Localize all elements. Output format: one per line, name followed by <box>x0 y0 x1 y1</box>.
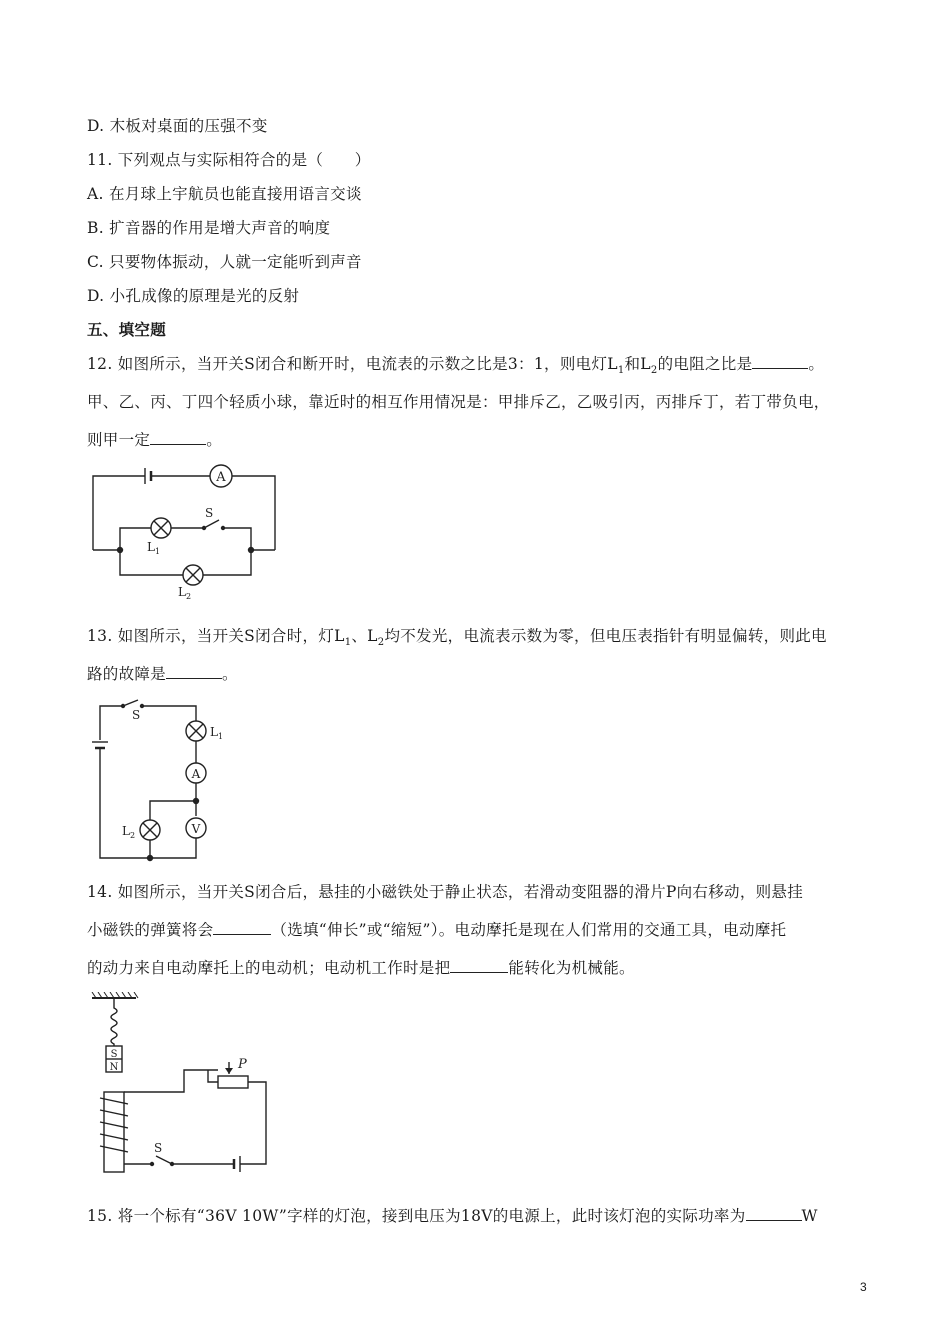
q14-text-a: 小磁铁的弹簧将会 <box>87 921 214 939</box>
lamp2-label-q13: $L_2$ <box>122 824 136 840</box>
ammeter-label-q12: A <box>216 470 226 485</box>
option-b-q11: B. 扩音器的作用是增大声音的响度 <box>87 219 331 237</box>
magnet-pole-n: N <box>109 1062 119 1073</box>
circuit-figure-q12 <box>85 458 285 600</box>
q15-text-b: W <box>801 1207 818 1225</box>
question-14-line-1: 14. 如图所示，当开关S闭合后，悬挂的小磁铁处于静止状态，若滑动变阻器的滑片P向右移动，则悬挂 <box>87 883 804 901</box>
q12-answer-blank-2[interactable] <box>150 430 206 445</box>
voltmeter-label-q13: V <box>191 822 201 836</box>
q12-text-b: 和L <box>624 355 651 373</box>
q14-text-d: 能转化为机械能。 <box>508 959 635 977</box>
circuit-figure-q13 <box>88 696 248 864</box>
magnet-pole-s: S <box>110 1049 118 1060</box>
q13-text-c: 均不发光，电流表示数为零，但电压表指针有明显偏转，则此电 <box>384 627 827 645</box>
lamp1-label-q13: $L_1$ <box>210 725 224 741</box>
q13-text-d: 路的故障是 <box>87 665 167 683</box>
q12-text-f: 。 <box>206 431 223 449</box>
q12-text-d: 。 <box>808 355 825 373</box>
switch-label-q14: S <box>154 1141 163 1155</box>
question-12-line-1 <box>87 354 824 381</box>
section-heading: 五、填空题 <box>87 320 167 339</box>
option-d-q10: D. 木板对桌面的压强不变 <box>87 117 268 135</box>
q12-sub-2: 2 <box>650 365 658 377</box>
question-12-line-3 <box>87 430 222 450</box>
q12-answer-blank-1[interactable] <box>752 354 808 369</box>
option-d-q11: D. 小孔成像的原理是光的反射 <box>87 287 300 305</box>
option-c-q11: C. 只要物体振动，人就一定能听到声音 <box>87 253 362 271</box>
slider-label-p: P <box>238 1057 247 1072</box>
q13-sub-1: 1 <box>344 637 352 649</box>
q12-text-a: 12. 如图所示，当开关S闭合和断开时，电流表的示数之比是3：1，则电灯L <box>87 355 618 373</box>
q13-text-e: 。 <box>222 665 238 683</box>
lamp2-label-q12: $L_2$ <box>178 585 192 600</box>
switch-label-q12: S <box>205 506 214 520</box>
q14-text-b: （选填“伸长”或“缩短”）。电动摩托是现在人们常用的交通工具，电动摩托 <box>271 921 787 939</box>
q12-sub-1: 1 <box>617 365 625 377</box>
q13-sub-2: 2 <box>377 637 385 649</box>
q15-text-a: 15. 将一个标有“36V 10W”字样的灯泡，接到电压为18V的电源上，此时该灯泡的实际功率为 <box>87 1207 746 1225</box>
question-13-line-2 <box>87 664 238 684</box>
q14-text-c: 的动力来自电动摩托上的电动机；电动机工作时是把 <box>87 959 451 977</box>
option-a-q11: A. 在月球上宇航员也能直接用语言交谈 <box>87 185 362 203</box>
q13-text-b: 、L <box>351 627 378 645</box>
q14-answer-blank-2[interactable] <box>450 958 508 973</box>
q13-answer-blank[interactable] <box>166 664 222 679</box>
circuit-figure-q14 <box>88 992 278 1174</box>
q13-text-a: 13. 如图所示，当开关S闭合时，灯L <box>87 627 345 645</box>
switch-label-q13: S <box>132 708 141 722</box>
question-11: 11. 下列观点与实际相符合的是（ ） <box>87 151 371 169</box>
question-14-line-2 <box>87 920 786 940</box>
question-12-line-2: 甲、乙、丙、丁四个轻质小球，靠近时的相互作用情况是：甲排斥乙，乙吸引丙，丙排斥丁，若丁带负电， <box>87 393 830 411</box>
question-13-line-1 <box>87 626 827 653</box>
page-number: 3 <box>860 1280 867 1294</box>
q12-text-e: 则甲一定 <box>87 431 151 449</box>
lamp1-label-q12: $L_1$ <box>147 540 161 556</box>
q15-answer-blank[interactable] <box>746 1206 802 1221</box>
q12-text-c: 的电阻之比是 <box>657 355 753 373</box>
question-14-line-3 <box>87 958 635 978</box>
q14-answer-blank-1[interactable] <box>213 920 271 935</box>
question-15 <box>87 1206 818 1226</box>
ammeter-label-q13: A <box>191 767 201 781</box>
